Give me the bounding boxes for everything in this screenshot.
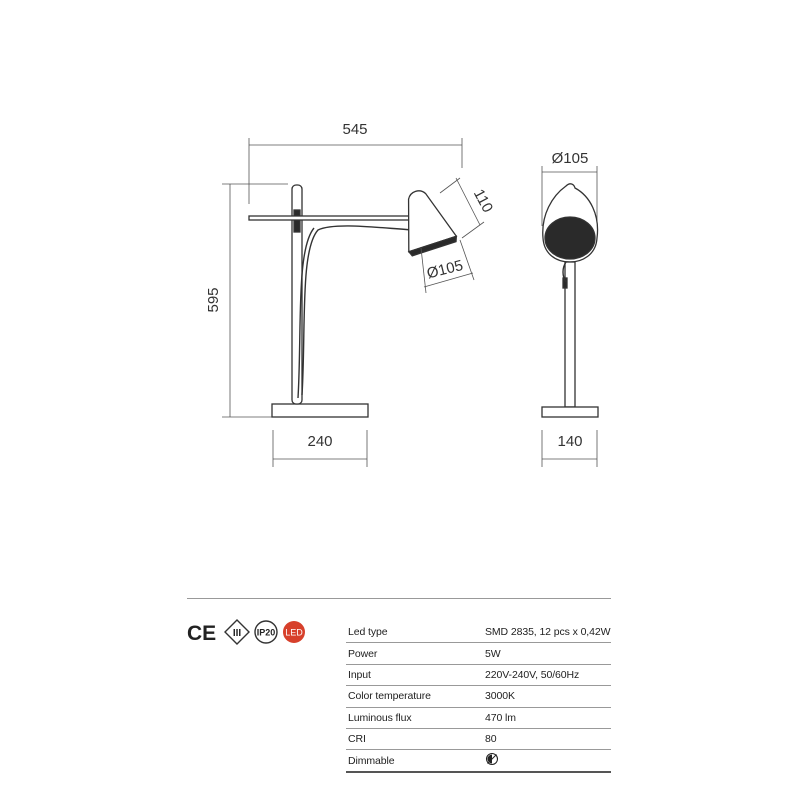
spec-label: Luminous flux bbox=[348, 711, 412, 724]
ip-rating-icon bbox=[255, 621, 277, 643]
dimension-head-diameter-front-label: Ø105 bbox=[551, 150, 589, 167]
dimension-base-depth-label: 140 bbox=[557, 433, 583, 450]
spec-label: CRI bbox=[348, 733, 366, 746]
spec-label: Input bbox=[348, 668, 371, 681]
spec-value: 470 lm bbox=[485, 711, 516, 724]
ce-mark-icon: CE bbox=[187, 622, 217, 645]
svg-text:IP20: IP20 bbox=[256, 627, 276, 638]
spec-row-dimmable bbox=[346, 750, 611, 772]
specifications-table bbox=[346, 622, 611, 773]
spec-row-color-temperature bbox=[346, 686, 611, 707]
dimension-height-total-label: 595 bbox=[205, 287, 222, 313]
dimension-width-total-label: 545 bbox=[342, 121, 368, 138]
dimension-width-total bbox=[249, 121, 462, 204]
spec-label: Color temperature bbox=[348, 690, 431, 703]
spec-label: Led type bbox=[348, 626, 388, 639]
spec-row-power bbox=[346, 643, 611, 664]
spec-value: 3000K bbox=[485, 690, 515, 703]
spec-label: Dimmable bbox=[348, 754, 395, 767]
led-icon bbox=[283, 621, 305, 643]
spec-value: SMD 2835, 12 pcs x 0,42W bbox=[485, 626, 611, 639]
dimension-base-width bbox=[273, 430, 367, 467]
spec-row-led-type bbox=[346, 622, 611, 643]
class-iii-icon bbox=[225, 620, 249, 644]
spec-value: 5W bbox=[485, 647, 501, 660]
certification-icons bbox=[187, 618, 317, 648]
dimension-base-width-label: 240 bbox=[307, 433, 333, 450]
dimension-head-diameter-side-label: Ø105 bbox=[425, 256, 465, 283]
spec-value: 220V-240V, 50/60Hz bbox=[485, 668, 580, 681]
lamp-front-view bbox=[542, 184, 598, 417]
spec-label: Power bbox=[348, 647, 378, 660]
lamp-side-view bbox=[249, 184, 458, 417]
svg-text:LED: LED bbox=[285, 627, 303, 638]
dimension-base-depth bbox=[542, 430, 597, 467]
spec-row-luminous-flux bbox=[346, 708, 611, 729]
spec-row-input bbox=[346, 665, 611, 686]
spec-row-cri bbox=[346, 729, 611, 750]
dimension-head-height-label: 110 bbox=[469, 186, 497, 216]
certification-divider bbox=[187, 598, 611, 599]
non-dimmable-icon bbox=[485, 752, 499, 766]
svg-text:III: III bbox=[232, 628, 242, 639]
spec-value: 80 bbox=[485, 733, 497, 746]
